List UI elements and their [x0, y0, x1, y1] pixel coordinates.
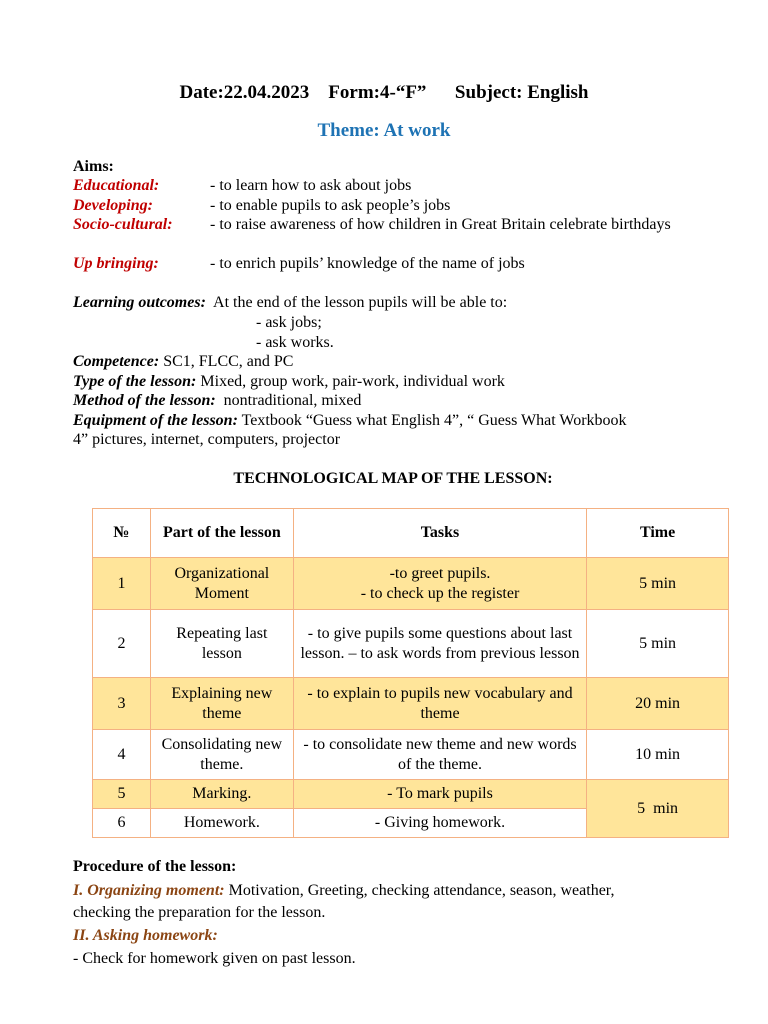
row-part: Organizational Moment [150, 558, 293, 610]
table-row [93, 610, 729, 678]
header-part: Part of the lesson [150, 509, 293, 558]
row-number: 1 [93, 558, 151, 610]
aim-label: Educational: [73, 177, 160, 194]
method-label: Method of the lesson: [73, 392, 216, 409]
row-part: Homework. [150, 809, 293, 838]
row-tasks: - to consolidate new theme and new words of the theme. [293, 730, 586, 780]
row-time: 10 min [587, 730, 729, 780]
learning-outcomes [73, 293, 713, 313]
step2-label: II. Asking homework: [73, 927, 218, 944]
aim-label: Developing: [73, 197, 153, 214]
equipment-label: Equipment of the lesson: [73, 412, 238, 429]
row-time: 5 min [587, 610, 729, 678]
competence-text: SC1, FLCC, and PC [159, 353, 294, 370]
row-number: 5 [93, 780, 151, 809]
row-time: 20 min [587, 678, 729, 730]
header-number: № [93, 509, 151, 558]
step1-text: Motivation, Greeting, checking attendance, season, weather, [224, 882, 615, 899]
equipment-text: Textbook “Guess what English 4”, “ Guess What Workbook [237, 412, 627, 429]
equipment-line-2: 4” pictures, internet, computers, projector [73, 431, 341, 448]
competence-line [73, 352, 713, 372]
table-row [93, 780, 729, 809]
procedure-step-2 [73, 925, 713, 947]
map-title: TECHNOLOGICAL MAP OF THE LESSON: [233, 470, 553, 487]
row-tasks: - Giving homework. [293, 809, 586, 838]
row-number: 6 [93, 809, 151, 838]
row-tasks: - To mark pupils [293, 780, 586, 809]
row-number: 4 [93, 730, 151, 780]
equipment-line [73, 411, 713, 431]
competence-label: Competence: [73, 353, 160, 370]
header-line: Date:22.04.2023 Form:4-“F” Subject: English [179, 82, 589, 103]
outcome-item: - ask works. [256, 334, 334, 351]
aim-label: Socio-cultural: [73, 216, 173, 233]
table-header-row [93, 509, 729, 558]
aim-text: - to learn how to ask about jobs [210, 177, 412, 194]
row-part: Repeating last lesson [150, 610, 293, 678]
row-tasks: - to explain to pupils new vocabulary and theme [293, 678, 586, 730]
row-part: Explaining new theme [150, 678, 293, 730]
table-row [93, 678, 729, 730]
aim-text: - to enrich pupils’ knowledge of the name of jobs [210, 255, 525, 272]
aim-label: Up bringing: [73, 255, 159, 272]
procedure-step-1-cont: checking the preparation for the lesson. [73, 904, 326, 921]
type-label: Type of the lesson: [73, 373, 197, 390]
type-line [73, 372, 713, 392]
aim-text: - to raise awareness of how children in Great Britain celebrate birthdays [210, 216, 671, 233]
aim-text: - to enable pupils to ask people’s jobs [210, 197, 451, 214]
row-tasks: -to greet pupils. - to check up the register [293, 558, 586, 610]
technological-map-table [92, 508, 729, 838]
table-row [93, 558, 729, 610]
procedure-title: Procedure of the lesson: [73, 858, 237, 875]
theme-title: Theme: At work [317, 120, 451, 141]
aims-title: Aims: [73, 158, 114, 175]
row-number: 2 [93, 610, 151, 678]
row-number: 3 [93, 678, 151, 730]
header-tasks: Tasks [293, 509, 586, 558]
outcomes-text: At the end of the lesson pupils will be able to: [213, 294, 508, 311]
procedure-step-2-text: - Check for homework given on past lesson. [73, 950, 356, 967]
header-time: Time [587, 509, 729, 558]
procedure-step-1 [73, 880, 713, 902]
row-tasks: - to give pupils some questions about last lesson. – to ask words from previous lesson [293, 610, 586, 678]
row-time: 5 min [587, 780, 729, 838]
row-part: Marking. [150, 780, 293, 809]
step1-label: I. Organizing moment: [73, 882, 225, 899]
table-row [93, 730, 729, 780]
row-time: 5 min [587, 558, 729, 610]
outcome-item: - ask jobs; [256, 314, 322, 331]
method-line [73, 391, 713, 411]
row-part: Consolidating new theme. [150, 730, 293, 780]
type-text: Mixed, group work, pair-work, individual work [196, 373, 505, 390]
outcomes-label: Learning outcomes: [73, 294, 206, 311]
method-text: nontraditional, mixed [215, 392, 362, 409]
